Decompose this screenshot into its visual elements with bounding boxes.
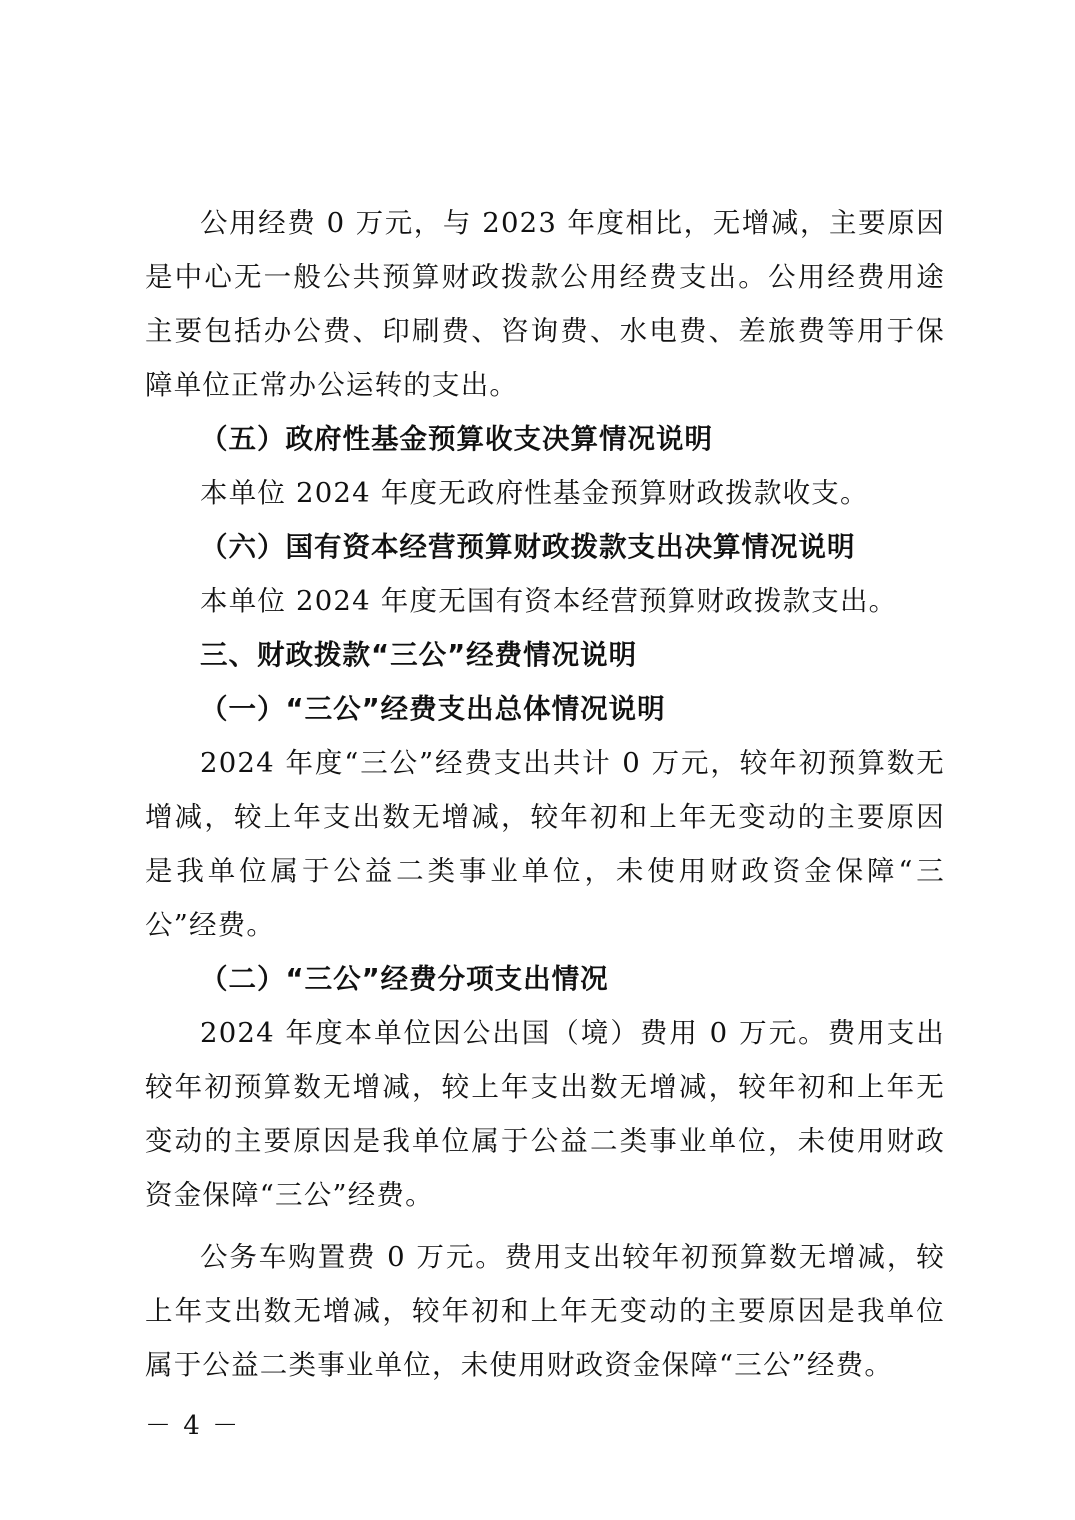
document-body	[145, 196, 945, 1392]
paragraph-overseas-travel: 2024 年度本单位因公出国（境）费用 0 万元。费用支出较年初预算数无增减，较上年支出数无增减，较年初和上年无变动的主要原因是我单位属于公益二类事业单位，未使用财政资金保障“三公”经费。	[145, 1017, 945, 1211]
paragraph-public-expenses: 公用经费 0 万元，与 2023 年度相比，无增减，主要原因是中心无一般公共预算财政拨款公用经费支出。公用经费用途主要包括办公费、印刷费、咨询费、水电费、差旅费等用于保障单位正常办公运转的支出。	[145, 207, 945, 401]
heading-overall-expenses: （一）“三公”经费支出总体情况说明	[200, 693, 666, 725]
paragraph-government-fund: 本单位 2024 年度无政府性基金预算财政拨款收支。	[200, 477, 869, 509]
page-number: － 4 －	[145, 1411, 241, 1441]
paragraph-overall-expenses: 2024 年度“三公”经费支出共计 0 万元，较年初预算数无增减，较上年支出数无增减，较年初和上年无变动的主要原因是我单位属于公益二类事业单位，未使用财政资金保障“三公”经费。	[145, 747, 945, 941]
paragraph-state-capital: 本单位 2024 年度无国有资本经营预算财政拨款支出。	[200, 585, 898, 617]
heading-state-capital: （六）国有资本经营预算财政拨款支出决算情况说明	[200, 531, 856, 563]
heading-government-fund: （五）政府性基金预算收支决算情况说明	[200, 423, 713, 455]
heading-itemized-expenses: （二）“三公”经费分项支出情况	[200, 963, 609, 995]
heading-three-public-expenses: 三、财政拨款“三公”经费情况说明	[200, 639, 638, 671]
paragraph-vehicle-purchase: 公务车购置费 0 万元。费用支出较年初预算数无增减，较上年支出数无增减，较年初和上年无变动的主要原因是我单位属于公益二类事业单位，未使用财政资金保障“三公”经费。	[145, 1241, 945, 1381]
